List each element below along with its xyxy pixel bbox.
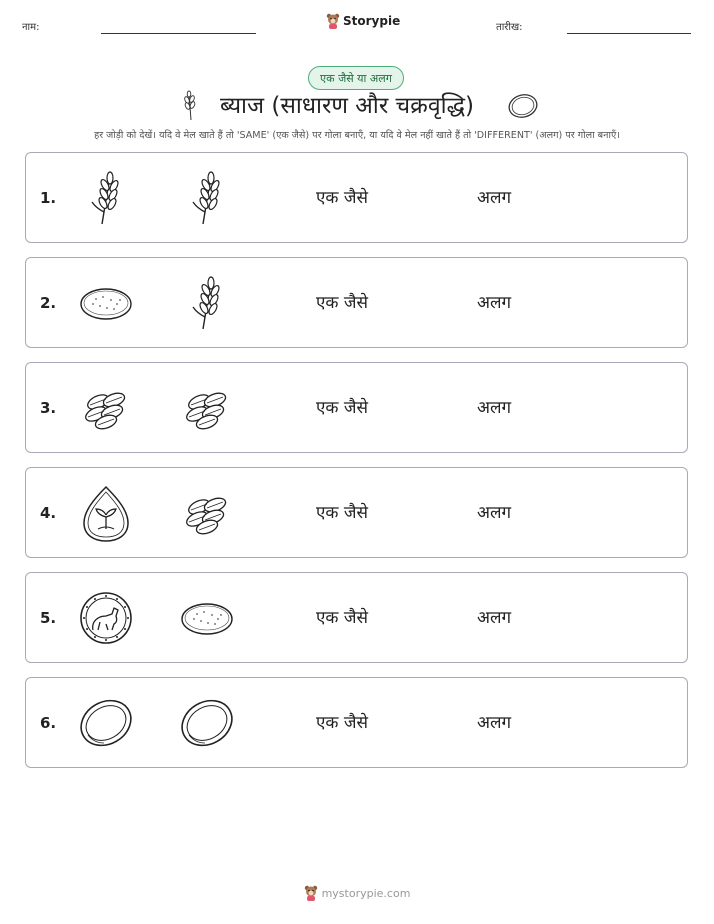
wheat-icon — [76, 168, 136, 228]
instructions: हर जोड़ी को देखें। यदि वे मेल खाते हैं तो 'SAME' (एक जैसे) पर गोला बनाएँ, या यदि वे मेल नहीं खाते हैं तो 'DIFFERENT' (अलग) पर गोला बनाएँ। — [94, 130, 620, 141]
different-option[interactable]: अलग — [477, 713, 512, 733]
same-option[interactable]: एक जैसे — [316, 608, 368, 628]
same-option[interactable]: एक जैसे — [316, 293, 368, 313]
flatbread-icon — [177, 588, 237, 648]
name-label: नाम: — [22, 22, 40, 33]
footer-url[interactable]: mystorypie.com — [321, 886, 411, 900]
grains-icon — [177, 483, 237, 543]
grains-icon — [177, 378, 237, 438]
same-option[interactable]: एक जैसे — [316, 503, 368, 523]
coin-icon — [76, 693, 136, 753]
grains-icon — [76, 378, 136, 438]
bear-mascot-icon — [304, 885, 318, 901]
date-label: तारीख: — [496, 22, 523, 33]
name-line[interactable] — [101, 33, 256, 34]
row-number: 5. — [40, 609, 57, 627]
flatbread-icon — [76, 273, 136, 333]
different-option[interactable]: अलग — [477, 398, 512, 418]
wheat-icon — [180, 90, 200, 122]
different-option[interactable]: अलग — [477, 503, 512, 523]
exercise-row — [25, 362, 688, 453]
exercise-row — [25, 257, 688, 348]
coin-icon — [507, 91, 539, 121]
row-number: 1. — [40, 189, 57, 207]
row-number: 3. — [40, 399, 57, 417]
exercise-row — [25, 677, 688, 768]
different-option[interactable]: अलग — [477, 608, 512, 628]
date-line[interactable] — [567, 33, 691, 34]
page-title: ब्याज (साधारण और चक्रवृद्धि) — [220, 93, 474, 119]
footer — [0, 885, 714, 901]
brand-logo — [326, 13, 400, 29]
exercise-row — [25, 152, 688, 243]
exercise-row — [25, 572, 688, 663]
row-number: 2. — [40, 294, 57, 312]
seed-sprout-icon — [76, 483, 136, 543]
different-option[interactable]: अलग — [477, 293, 512, 313]
topic-tag: एक जैसे या अलग — [308, 66, 404, 90]
exercise-row — [25, 467, 688, 558]
same-option[interactable]: एक जैसे — [316, 713, 368, 733]
row-number: 6. — [40, 714, 57, 732]
row-number: 4. — [40, 504, 57, 522]
different-option[interactable]: अलग — [477, 188, 512, 208]
title-row — [0, 88, 714, 124]
horse-coin-icon — [76, 588, 136, 648]
brand-name: Storypie — [343, 14, 401, 28]
bear-mascot-icon — [326, 13, 340, 29]
wheat-icon — [177, 168, 237, 228]
coin-icon — [177, 693, 237, 753]
wheat-icon — [177, 273, 237, 333]
same-option[interactable]: एक जैसे — [316, 398, 368, 418]
same-option[interactable]: एक जैसे — [316, 188, 368, 208]
